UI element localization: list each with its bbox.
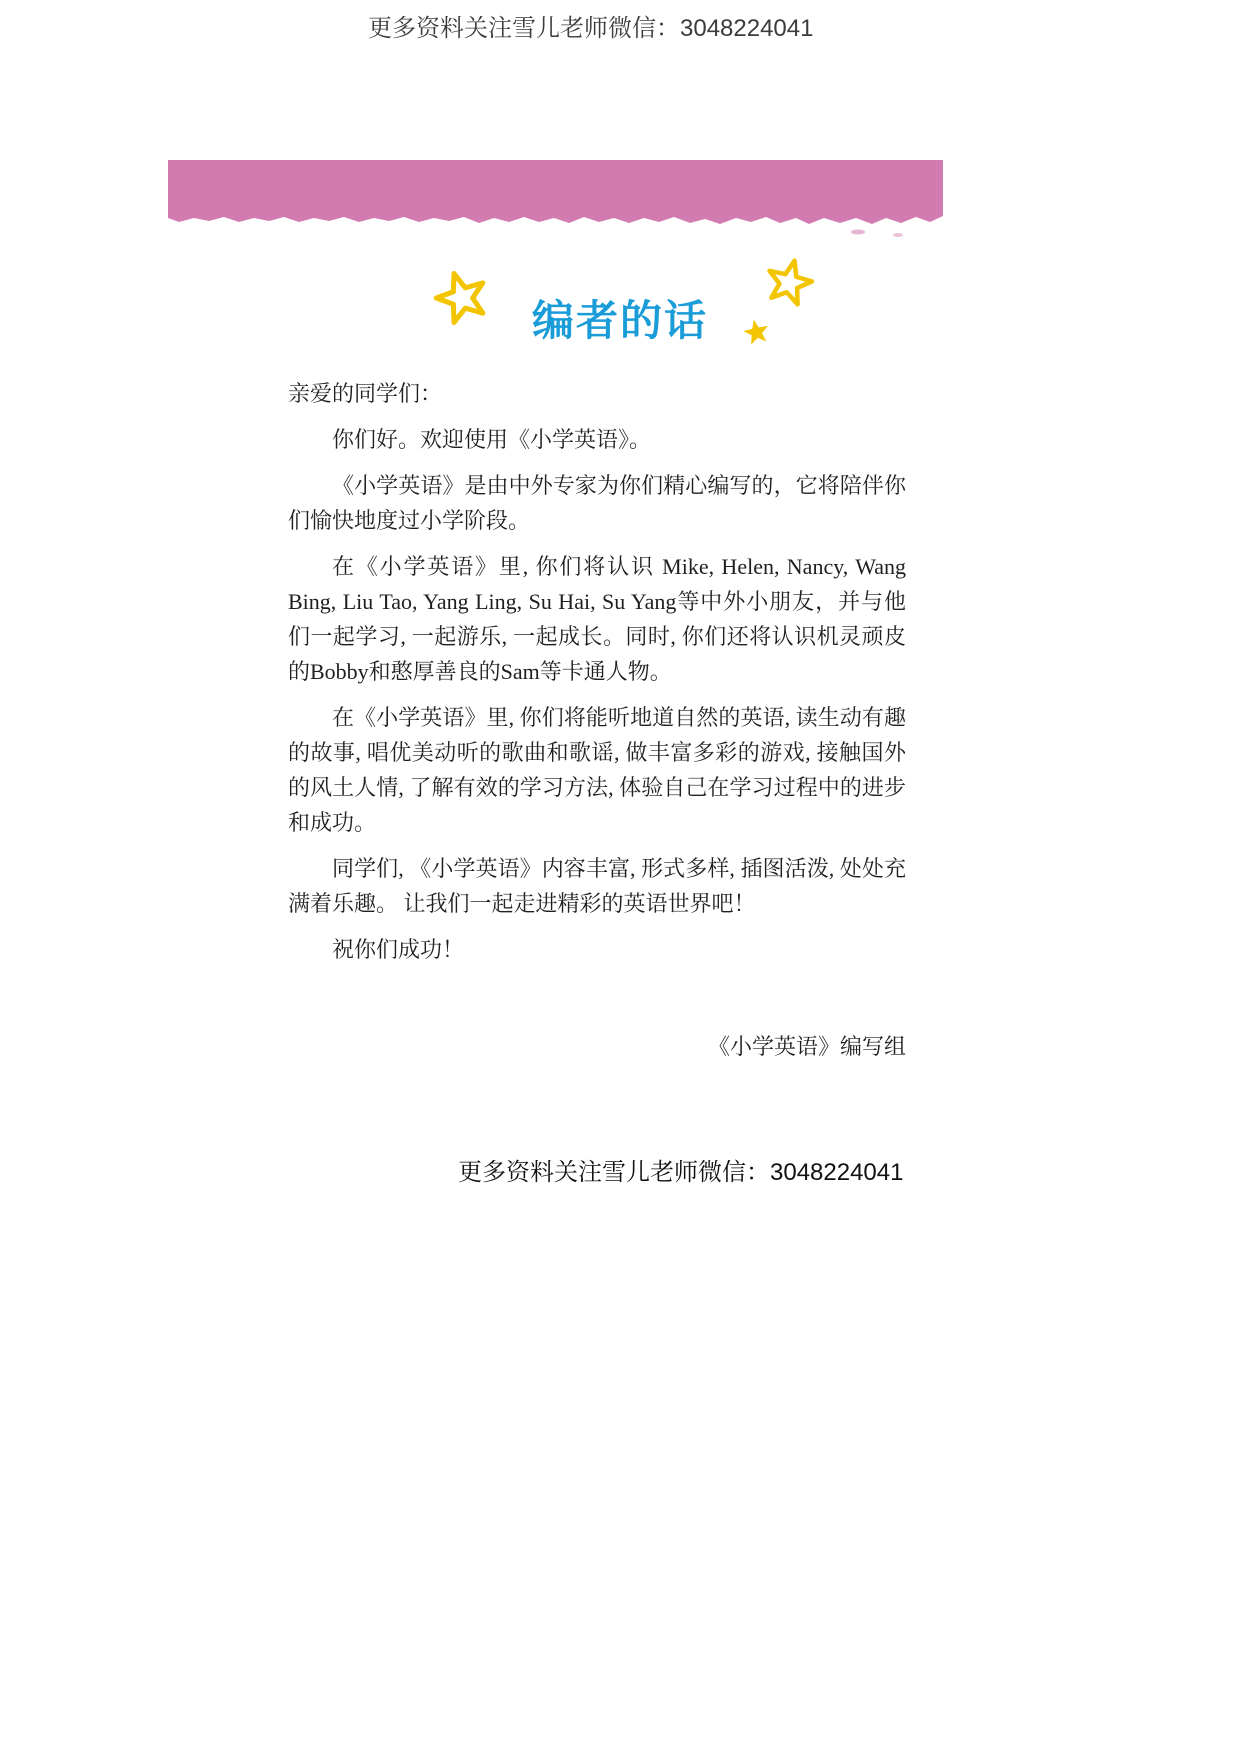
star-outline-left-icon xyxy=(427,263,498,334)
salutation: 亲爱的同学们： xyxy=(288,381,443,406)
top-watermark: 更多资料关注雪儿老师微信：3048224041 xyxy=(368,15,814,42)
page-title: 编者的话 xyxy=(531,297,708,344)
paragraph-invitation: 同学们, 《小学英语》内容丰富, 形式多样, 插图活泼, 处处充满着乐趣。 让我们一起走进精彩的英语世界吧！ xyxy=(288,856,906,916)
star-outline-right-icon xyxy=(759,253,820,314)
header xyxy=(0,0,1241,360)
paragraph-greeting: 你们好。欢迎使用《小学英语》。 xyxy=(332,427,652,452)
paragraph-activities: 在《小学英语》里, 你们将能听地道自然的英语, 读生动有趣的故事, 唱优美动听的歌曲和歌谣, 做丰富多彩的游戏, 接触国外的风土人情, 了解有效的学习方法, 体验自己在学习过程中的进步和成功。 xyxy=(288,705,906,835)
star-filled-icon xyxy=(739,315,773,349)
letter-body xyxy=(288,376,906,1075)
paragraph-intro: 《小学英语》是由中外专家为你们精心编写的，它将陪伴你们愉快地度过小学阶段。 xyxy=(288,473,906,533)
signature: 《小学英语》编写组 xyxy=(707,1034,906,1059)
paragraph-wish: 祝你们成功！ xyxy=(332,937,465,962)
bottom-watermark: 更多资料关注雪儿老师微信：3048224041 xyxy=(458,1159,904,1186)
paragraph-characters: 在《小学英语》里, 你们将认识 Mike, Helen, Nancy, Wang Bing, Liu Tao, Yang Ling, Su Hai, Su Yang等中外小朋友，并与他们一起学习, 一起游乐, 一起成长。同时, 你们还将认识机灵顽皮的Bobby和憨厚善良的Sam等卡通人物。 xyxy=(288,554,906,684)
